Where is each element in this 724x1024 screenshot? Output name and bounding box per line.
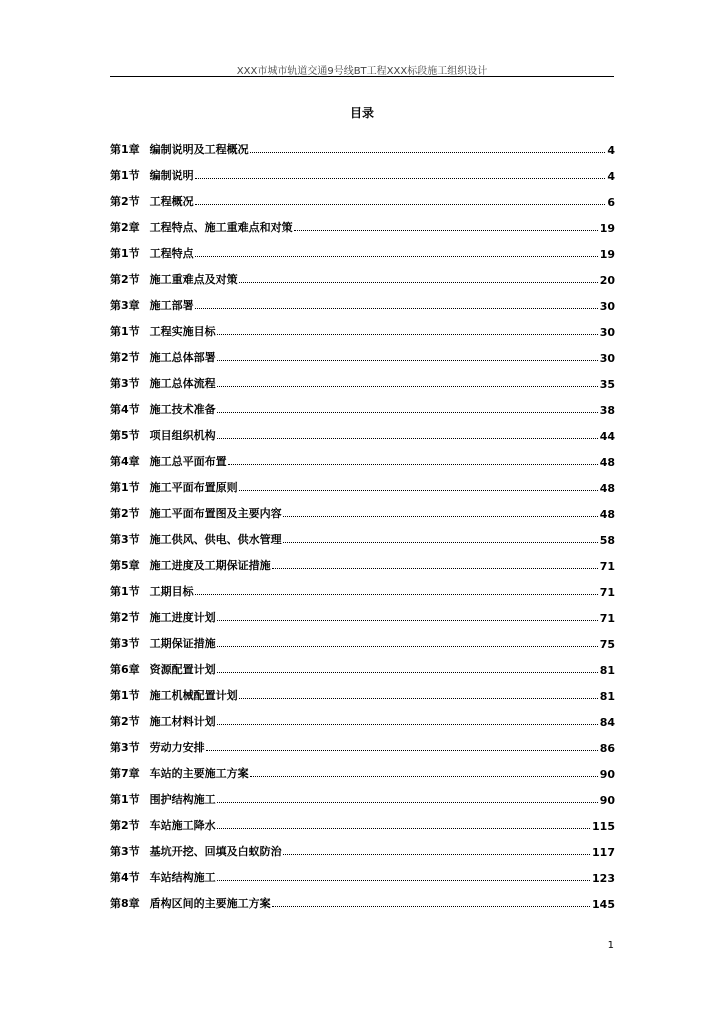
toc-entry-title: 施工总体流程 <box>149 377 216 390</box>
toc-entry-label: 第1节 <box>110 585 140 598</box>
toc-entry-label: 第3节 <box>110 637 140 650</box>
toc-entry-label: 第1章 <box>110 143 140 156</box>
toc-entry-title: 施工总平面布置 <box>149 455 227 468</box>
toc-entry-label: 第7章 <box>110 767 140 780</box>
toc-entry[interactable] <box>110 755 615 781</box>
toc-entry-label: 第3节 <box>110 845 140 858</box>
toc-entry-title: 施工重难点及对策 <box>149 273 238 286</box>
toc-entry[interactable] <box>110 495 615 521</box>
toc-leader-dots <box>294 230 598 231</box>
toc-entry-title: 项目组织机构 <box>149 429 216 442</box>
toc-leader-dots <box>272 906 590 907</box>
toc-entry-label: 第2节 <box>110 273 140 286</box>
toc-entry[interactable] <box>110 261 615 287</box>
toc-entry[interactable] <box>110 807 615 833</box>
toc-entry-page: 4 <box>607 144 615 157</box>
toc-entry-title: 施工机械配置计划 <box>149 689 238 702</box>
toc-leader-dots <box>195 204 606 205</box>
toc-entry-label: 第1节 <box>110 689 140 702</box>
toc-leader-dots <box>239 490 598 491</box>
toc-leader-dots <box>228 464 598 465</box>
toc-leader-dots <box>250 776 598 777</box>
toc-entry-label: 第2节 <box>110 819 140 832</box>
toc-entry-page: 84 <box>599 716 615 729</box>
toc-entry-title: 编制说明及工程概况 <box>149 143 249 156</box>
toc-leader-dots <box>195 308 598 309</box>
toc-leader-dots <box>250 152 606 153</box>
toc-entry-title: 编制说明 <box>149 169 194 182</box>
toc-entry-title: 工程概况 <box>149 195 194 208</box>
toc-entry[interactable] <box>110 547 615 573</box>
toc-entry[interactable] <box>110 625 615 651</box>
toc-entry-page: 75 <box>599 638 615 651</box>
toc-entry[interactable] <box>110 183 615 209</box>
toc-entry-page: 44 <box>599 430 615 443</box>
toc-entry-title: 施工平面布置图及主要内容 <box>149 507 282 520</box>
running-header: XXX市城市轨道交通9号线BT工程XXX标段施工组织设计 <box>236 66 488 77</box>
toc-entry[interactable] <box>110 365 615 391</box>
toc-entry-title: 施工进度及工期保证措施 <box>149 559 271 572</box>
toc-leader-dots <box>239 282 598 283</box>
toc-entry-page: 48 <box>599 482 615 495</box>
toc-leader-dots <box>217 880 590 881</box>
table-of-contents <box>110 131 615 911</box>
toc-leader-dots <box>195 256 598 257</box>
toc-leader-dots <box>283 854 590 855</box>
toc-entry-title: 围护结构施工 <box>149 793 216 806</box>
toc-entry[interactable] <box>110 391 615 417</box>
toc-entry-page: 30 <box>599 326 615 339</box>
toc-entry-label: 第6章 <box>110 663 140 676</box>
toc-entry[interactable] <box>110 287 615 313</box>
toc-entry-title: 工程特点 <box>149 247 194 260</box>
toc-entry-title: 施工技术准备 <box>149 403 216 416</box>
toc-entry[interactable] <box>110 599 615 625</box>
toc-entry-page: 71 <box>599 586 615 599</box>
toc-entry-page: 81 <box>599 690 615 703</box>
toc-entry[interactable] <box>110 573 615 599</box>
toc-entry-page: 71 <box>599 560 615 573</box>
toc-entry[interactable] <box>110 703 615 729</box>
toc-entry-page: 4 <box>607 170 615 183</box>
toc-entry-label: 第1节 <box>110 325 140 338</box>
toc-entry[interactable] <box>110 469 615 495</box>
toc-entry[interactable] <box>110 885 615 911</box>
toc-entry-title: 工期目标 <box>149 585 194 598</box>
toc-entry-label: 第2节 <box>110 507 140 520</box>
toc-entry-page: 86 <box>599 742 615 755</box>
toc-leader-dots <box>206 750 598 751</box>
toc-entry-label: 第2章 <box>110 221 140 234</box>
toc-entry-label: 第2节 <box>110 351 140 364</box>
toc-entry-label: 第1节 <box>110 247 140 260</box>
toc-entry-title: 劳动力安排 <box>149 741 205 754</box>
page-number: 1 <box>607 940 614 951</box>
toc-entry-label: 第4节 <box>110 403 140 416</box>
toc-entry-page: 19 <box>599 248 615 261</box>
toc-leader-dots <box>217 360 598 361</box>
toc-leader-dots <box>283 516 598 517</box>
toc-entry-title: 车站结构施工 <box>149 871 216 884</box>
toc-leader-dots <box>217 724 598 725</box>
toc-entry[interactable] <box>110 729 615 755</box>
toc-entry-title: 资源配置计划 <box>149 663 216 676</box>
toc-entry-label: 第4节 <box>110 871 140 884</box>
toc-entry-page: 6 <box>607 196 615 209</box>
toc-entry-title: 施工平面布置原则 <box>149 481 238 494</box>
toc-leader-dots <box>272 568 598 569</box>
toc-leader-dots <box>217 828 590 829</box>
toc-entry-page: 48 <box>599 456 615 469</box>
toc-entry-label: 第3节 <box>110 741 140 754</box>
toc-entry-title: 施工供风、供电、供水管理 <box>149 533 282 546</box>
toc-leader-dots <box>283 542 598 543</box>
toc-entry[interactable] <box>110 833 615 859</box>
toc-entry[interactable] <box>110 313 615 339</box>
toc-entry-label: 第3章 <box>110 299 140 312</box>
toc-leader-dots <box>217 386 598 387</box>
toc-leader-dots <box>217 672 598 673</box>
toc-entry-page: 30 <box>599 300 615 313</box>
toc-entry-label: 第1节 <box>110 793 140 806</box>
toc-entry-page: 71 <box>599 612 615 625</box>
toc-leader-dots <box>195 594 598 595</box>
toc-entry-title: 基坑开挖、回填及白蚁防治 <box>149 845 282 858</box>
toc-entry-title: 盾构区间的主要施工方案 <box>149 897 271 910</box>
toc-entry-title: 施工材料计划 <box>149 715 216 728</box>
toc-leader-dots <box>217 646 598 647</box>
toc-entry-page: 30 <box>599 352 615 365</box>
toc-entry[interactable] <box>110 781 615 807</box>
toc-entry-label: 第2节 <box>110 715 140 728</box>
toc-entry-label: 第2节 <box>110 611 140 624</box>
toc-entry-page: 58 <box>599 534 615 547</box>
toc-entry-title: 车站的主要施工方案 <box>149 767 249 780</box>
toc-entry[interactable] <box>110 339 615 365</box>
header-rule <box>110 76 614 77</box>
toc-entry-page: 20 <box>599 274 615 287</box>
toc-entry-title: 工期保证措施 <box>149 637 216 650</box>
toc-entry-page: 90 <box>599 768 615 781</box>
toc-entry-label: 第4章 <box>110 455 140 468</box>
toc-entry-title: 施工部署 <box>149 299 194 312</box>
toc-entry-page: 145 <box>592 898 615 911</box>
toc-leader-dots <box>217 334 598 335</box>
toc-leader-dots <box>195 178 606 179</box>
toc-entry-page: 38 <box>599 404 615 417</box>
toc-entry-page: 117 <box>592 846 615 859</box>
toc-entry-label: 第5章 <box>110 559 140 572</box>
toc-entry[interactable] <box>110 651 615 677</box>
toc-entry-page: 35 <box>599 378 615 391</box>
toc-entry-label: 第1节 <box>110 481 140 494</box>
toc-entry[interactable] <box>110 235 615 261</box>
toc-entry-page: 90 <box>599 794 615 807</box>
toc-title: 目录 <box>349 106 374 120</box>
toc-entry-label: 第2节 <box>110 195 140 208</box>
toc-entry[interactable] <box>110 859 615 885</box>
toc-entry-label: 第5节 <box>110 429 140 442</box>
toc-entry-label: 第8章 <box>110 897 140 910</box>
toc-leader-dots <box>217 412 598 413</box>
toc-entry-label: 第3节 <box>110 533 140 546</box>
toc-leader-dots <box>217 438 598 439</box>
toc-entry-title: 施工进度计划 <box>149 611 216 624</box>
toc-entry-page: 48 <box>599 508 615 521</box>
toc-entry-page: 19 <box>599 222 615 235</box>
toc-entry-page: 81 <box>599 664 615 677</box>
toc-entry[interactable] <box>110 521 615 547</box>
toc-entry-title: 施工总体部署 <box>149 351 216 364</box>
toc-leader-dots <box>239 698 598 699</box>
toc-entry[interactable] <box>110 417 615 443</box>
toc-entry[interactable] <box>110 209 615 235</box>
toc-entry[interactable] <box>110 677 615 703</box>
toc-leader-dots <box>217 620 598 621</box>
toc-entry-title: 车站施工降水 <box>149 819 216 832</box>
toc-entry[interactable] <box>110 131 615 157</box>
toc-entry-page: 123 <box>592 872 615 885</box>
toc-entry-label: 第1节 <box>110 169 140 182</box>
toc-entry-title: 工程特点、施工重难点和对策 <box>149 221 293 234</box>
toc-entry[interactable] <box>110 443 615 469</box>
toc-entry-label: 第3节 <box>110 377 140 390</box>
toc-leader-dots <box>217 802 598 803</box>
toc-entry-title: 工程实施目标 <box>149 325 216 338</box>
toc-entry-page: 115 <box>592 820 615 833</box>
toc-entry[interactable] <box>110 157 615 183</box>
